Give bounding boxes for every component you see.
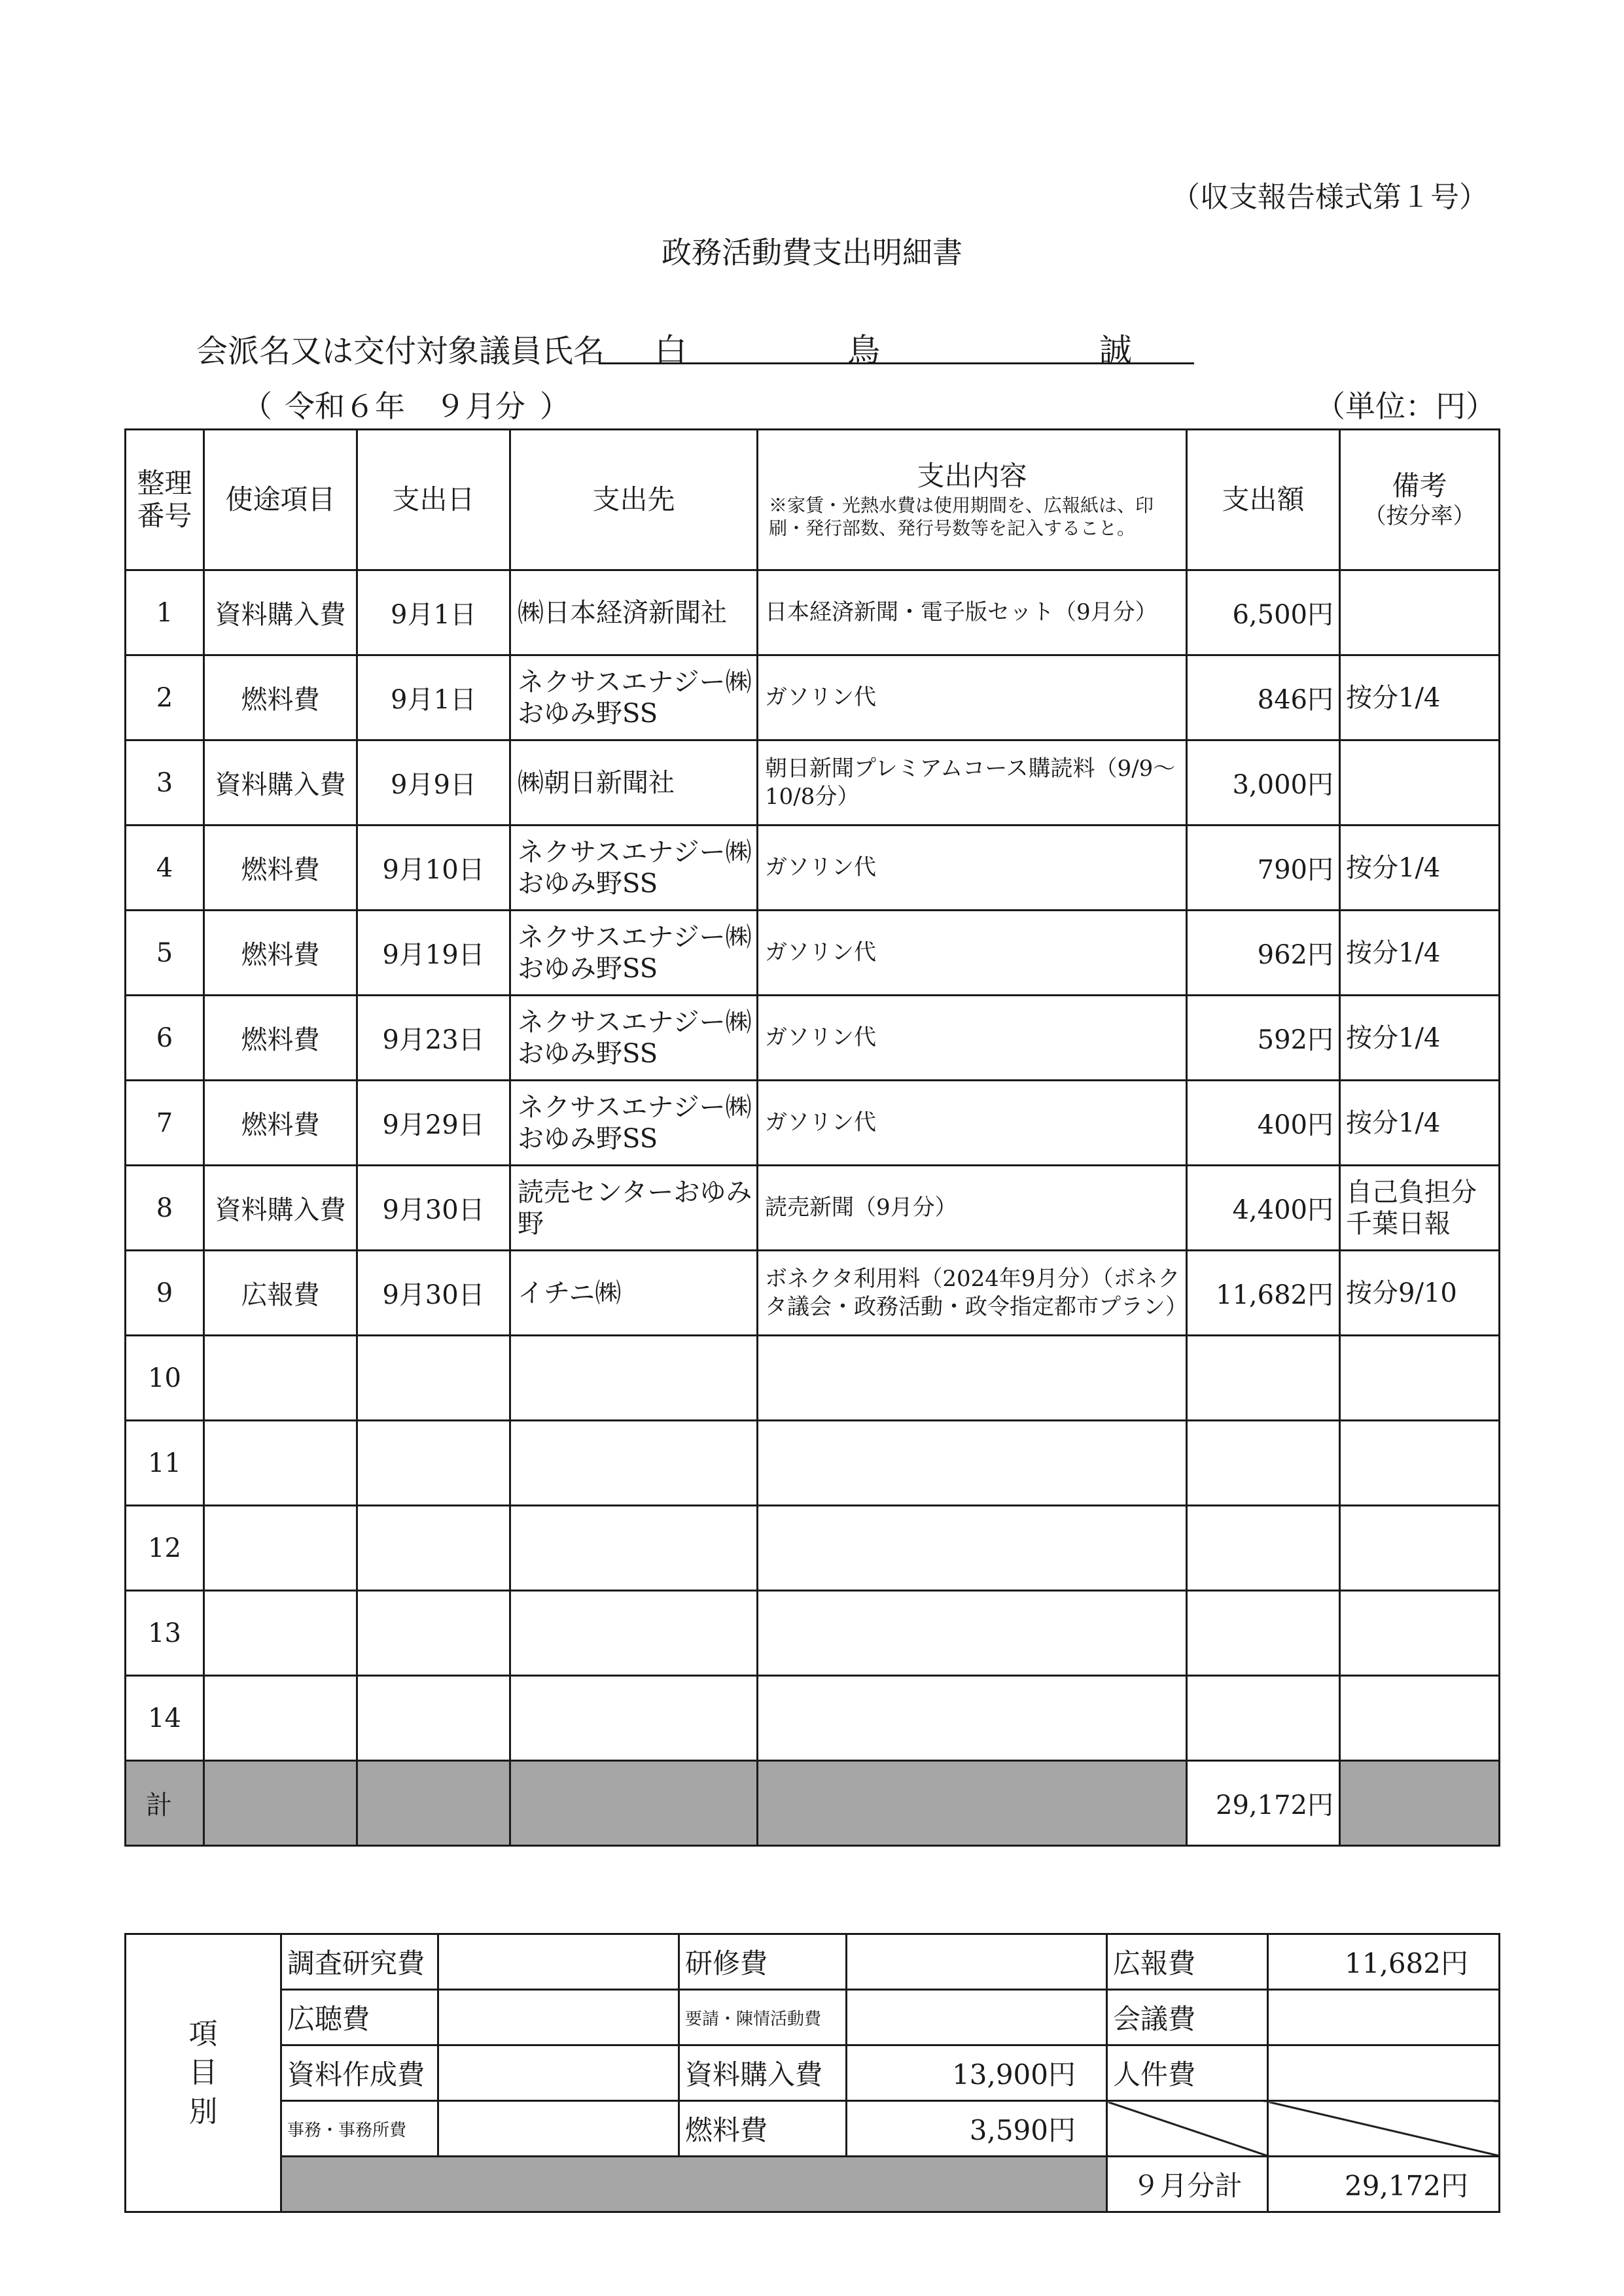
summary-kaigi-label: 会議費 [1107,1990,1268,2045]
header-category: 使途項目 [204,430,357,570]
header-no: 整理番号 [126,430,204,570]
row-amount [1187,1421,1340,1506]
row-payee: 読売センターおゆみ野 [510,1166,758,1251]
row-payee: ㈱日本経済新聞社 [510,570,758,655]
header-remarks-title: 備考 [1392,470,1447,502]
row-category: 資料購入費 [204,1166,357,1251]
row-date: 9月9日 [357,740,510,826]
summary-chosa-label: 調査研究費 [281,1934,438,1990]
row-date: 9月29日 [357,1081,510,1166]
table-row [126,1336,1500,1421]
summary-nenryo-value: 3,590円 [847,2101,1107,2157]
row-number: 8 [126,1166,204,1251]
summary-sakusei-label: 資料作成費 [281,2045,438,2101]
row-remarks: 按分1/4 [1340,1081,1500,1166]
summary-side-label: 項目別 [126,1934,281,2212]
summary-konyu-value: 13,900円 [847,2045,1107,2101]
expenditure-table [124,428,1500,1847]
row-amount: 962円 [1187,911,1340,996]
row-date: 9月23日 [357,996,510,1081]
row-payee: イチニ㈱ [510,1251,758,1336]
period-open: （ [242,389,272,424]
row-payee: ㈱朝日新聞社 [510,740,758,826]
row-amount [1187,1591,1340,1676]
row-content: ガソリン代 [758,826,1187,911]
row-payee: ネクサスエナジー㈱おゆみ野SS [510,826,758,911]
row-remarks: 按分9/10 [1340,1251,1500,1336]
row-payee [510,1336,758,1421]
form-number: （収支報告様式第１号） [1171,181,1488,214]
summary-kenshu-label: 研修費 [679,1934,847,1990]
row-content [758,1421,1187,1506]
row-number: 4 [126,826,204,911]
row-category: 燃料費 [204,655,357,740]
row-date: 9月30日 [357,1251,510,1336]
row-amount: 3,000円 [1187,740,1340,826]
row-content: ガソリン代 [758,655,1187,740]
table-row [126,1251,1500,1336]
header-content-note: ※家賃・光熱水費は使用期間を、広報紙は、印刷・発行部数、発行号数等を記入すること。 [769,495,1154,540]
row-remarks [1340,740,1500,826]
row-remarks [1340,1676,1500,1761]
row-content: 読売新聞（9月分） [758,1166,1187,1251]
row-remarks: 按分1/4 [1340,911,1500,996]
row-number: 10 [126,1336,204,1421]
row-date: 9月1日 [357,655,510,740]
table-row [126,1676,1500,1761]
row-content: ボネクタ利用料（2024年9月分）（ボネクタ議会・政務活動・政令指定都市プラン） [758,1251,1187,1336]
row-number: 14 [126,1676,204,1761]
row-date [357,1676,510,1761]
summary-yosei-value [847,1990,1107,2045]
row-category [204,1676,357,1761]
summary-diagonal-cell [1107,2101,1268,2157]
row-remarks: 自己負担分千葉日報 [1340,1166,1500,1251]
summary-diagonal-cell [1268,2101,1500,2157]
table-row [126,1506,1500,1591]
row-amount: 6,500円 [1187,570,1340,655]
summary-kaigi-value [1268,1990,1500,2045]
row-payee [510,1676,758,1761]
row-amount [1187,1506,1340,1591]
total-gray-cell [1340,1761,1500,1846]
summary-sakusei-value [438,2045,679,2101]
header-amount: 支出額 [1187,430,1340,570]
table-row [126,740,1500,826]
row-category: 燃料費 [204,826,357,911]
summary-gray-band [281,2157,1107,2212]
row-payee: ネクサスエナジー㈱おゆみ野SS [510,911,758,996]
row-remarks [1340,1591,1500,1676]
row-number: 1 [126,570,204,655]
summary-nenryo-label: 燃料費 [679,2101,847,2157]
table-row [126,1421,1500,1506]
table-row [126,911,1500,996]
row-content [758,1506,1187,1591]
row-remarks [1340,1506,1500,1591]
row-remarks [1340,1421,1500,1506]
header-content-title: 支出内容 [917,459,1027,492]
table-row [126,996,1500,1081]
row-content [758,1591,1187,1676]
row-number: 11 [126,1421,204,1506]
header-content [758,430,1187,570]
total-row [126,1761,1500,1846]
row-amount: 592円 [1187,996,1340,1081]
row-payee: ネクサスエナジー㈱おゆみ野SS [510,655,758,740]
row-content: ガソリン代 [758,1081,1187,1166]
row-payee: ネクサスエナジー㈱おゆみ野SS [510,1081,758,1166]
row-date: 9月19日 [357,911,510,996]
summary-koho-label: 広報費 [1107,1934,1268,1990]
row-remarks [1340,1336,1500,1421]
unit-label: （単位：円） [1315,389,1496,424]
summary-jimu-value [438,2101,679,2157]
row-content [758,1676,1187,1761]
summary-koho-value: 11,682円 [1268,1934,1500,1990]
row-content: 日本経済新聞・電子版セット（9月分） [758,570,1187,655]
header-remarks-sub: （按分率） [1364,502,1475,529]
table-row [126,655,1500,740]
header-payee: 支出先 [510,430,758,570]
summary-jimu-label: 事務・事務所費 [281,2101,438,2157]
row-category: 燃料費 [204,996,357,1081]
header-remarks [1340,430,1500,570]
total-gray-cell [510,1761,758,1846]
summary-month-total-value: 29,172円 [1268,2157,1500,2212]
row-date [357,1421,510,1506]
summary-kenshu-value [847,1934,1107,1990]
row-number: 6 [126,996,204,1081]
row-remarks: 按分1/4 [1340,996,1500,1081]
member-name-part: 誠 [1099,332,1132,370]
row-date [357,1591,510,1676]
row-category [204,1336,357,1421]
total-gray-cell [204,1761,357,1846]
table-row [126,1166,1500,1251]
summary-jinken-value [1268,2045,1500,2101]
row-number: 9 [126,1251,204,1336]
row-amount: 846円 [1187,655,1340,740]
total-label: 計 [126,1761,204,1846]
row-number: 7 [126,1081,204,1166]
row-category: 燃料費 [204,911,357,996]
table-row [126,570,1500,655]
row-remarks: 按分1/4 [1340,655,1500,740]
row-number: 13 [126,1591,204,1676]
row-amount [1187,1336,1340,1421]
row-category: 広報費 [204,1251,357,1336]
row-date: 9月30日 [357,1166,510,1251]
row-category [204,1506,357,1591]
row-amount: 790円 [1187,826,1340,911]
row-payee [510,1591,758,1676]
row-number: 5 [126,911,204,996]
summary-kocho-label: 広聴費 [281,1990,438,2045]
row-category: 資料購入費 [204,570,357,655]
row-payee: ネクサスエナジー㈱おゆみ野SS [510,996,758,1081]
summary-jinken-label: 人件費 [1107,2045,1268,2101]
table-row [126,826,1500,911]
row-content: 朝日新聞プレミアムコース購読料（9/9～10/8分） [758,740,1187,826]
table-row [126,1591,1500,1676]
category-summary-table [124,1933,1500,2213]
row-remarks [1340,570,1500,655]
row-content [758,1336,1187,1421]
row-payee [510,1506,758,1591]
row-amount: 4,400円 [1187,1166,1340,1251]
period-text: 令和６年 ９月分 [285,389,525,424]
row-category [204,1421,357,1506]
row-category [204,1591,357,1676]
row-content: ガソリン代 [758,996,1187,1081]
summary-kocho-value [438,1990,679,2045]
table-row [126,1081,1500,1166]
member-name-part: 白 [654,332,687,370]
summary-month-total-label: ９月分計 [1107,2157,1268,2212]
total-gray-cell [357,1761,510,1846]
row-date: 9月1日 [357,570,510,655]
member-name-part: 鳥 [847,332,880,370]
row-category: 資料購入費 [204,740,357,826]
header-date: 支出日 [357,430,510,570]
row-amount [1187,1676,1340,1761]
row-category: 燃料費 [204,1081,357,1166]
row-date [357,1336,510,1421]
row-content: ガソリン代 [758,911,1187,996]
row-remarks: 按分1/4 [1340,826,1500,911]
row-date [357,1506,510,1591]
row-number: 3 [126,740,204,826]
summary-chosa-value [438,1934,679,1990]
row-number: 2 [126,655,204,740]
total-amount: 29,172円 [1187,1761,1340,1846]
period-close: ） [540,389,570,424]
summary-yosei-label: 要請・陳情活動費 [679,1990,847,2045]
row-amount: 400円 [1187,1081,1340,1166]
summary-konyu-label: 資料購入費 [679,2045,847,2101]
page-title: 政務活動費支出明細書 [662,235,962,270]
row-number: 12 [126,1506,204,1591]
row-date: 9月10日 [357,826,510,911]
row-payee [510,1421,758,1506]
member-label: 会派名又は交付対象議員氏名 [196,333,605,370]
row-amount: 11,682円 [1187,1251,1340,1336]
total-gray-cell [758,1761,1187,1846]
